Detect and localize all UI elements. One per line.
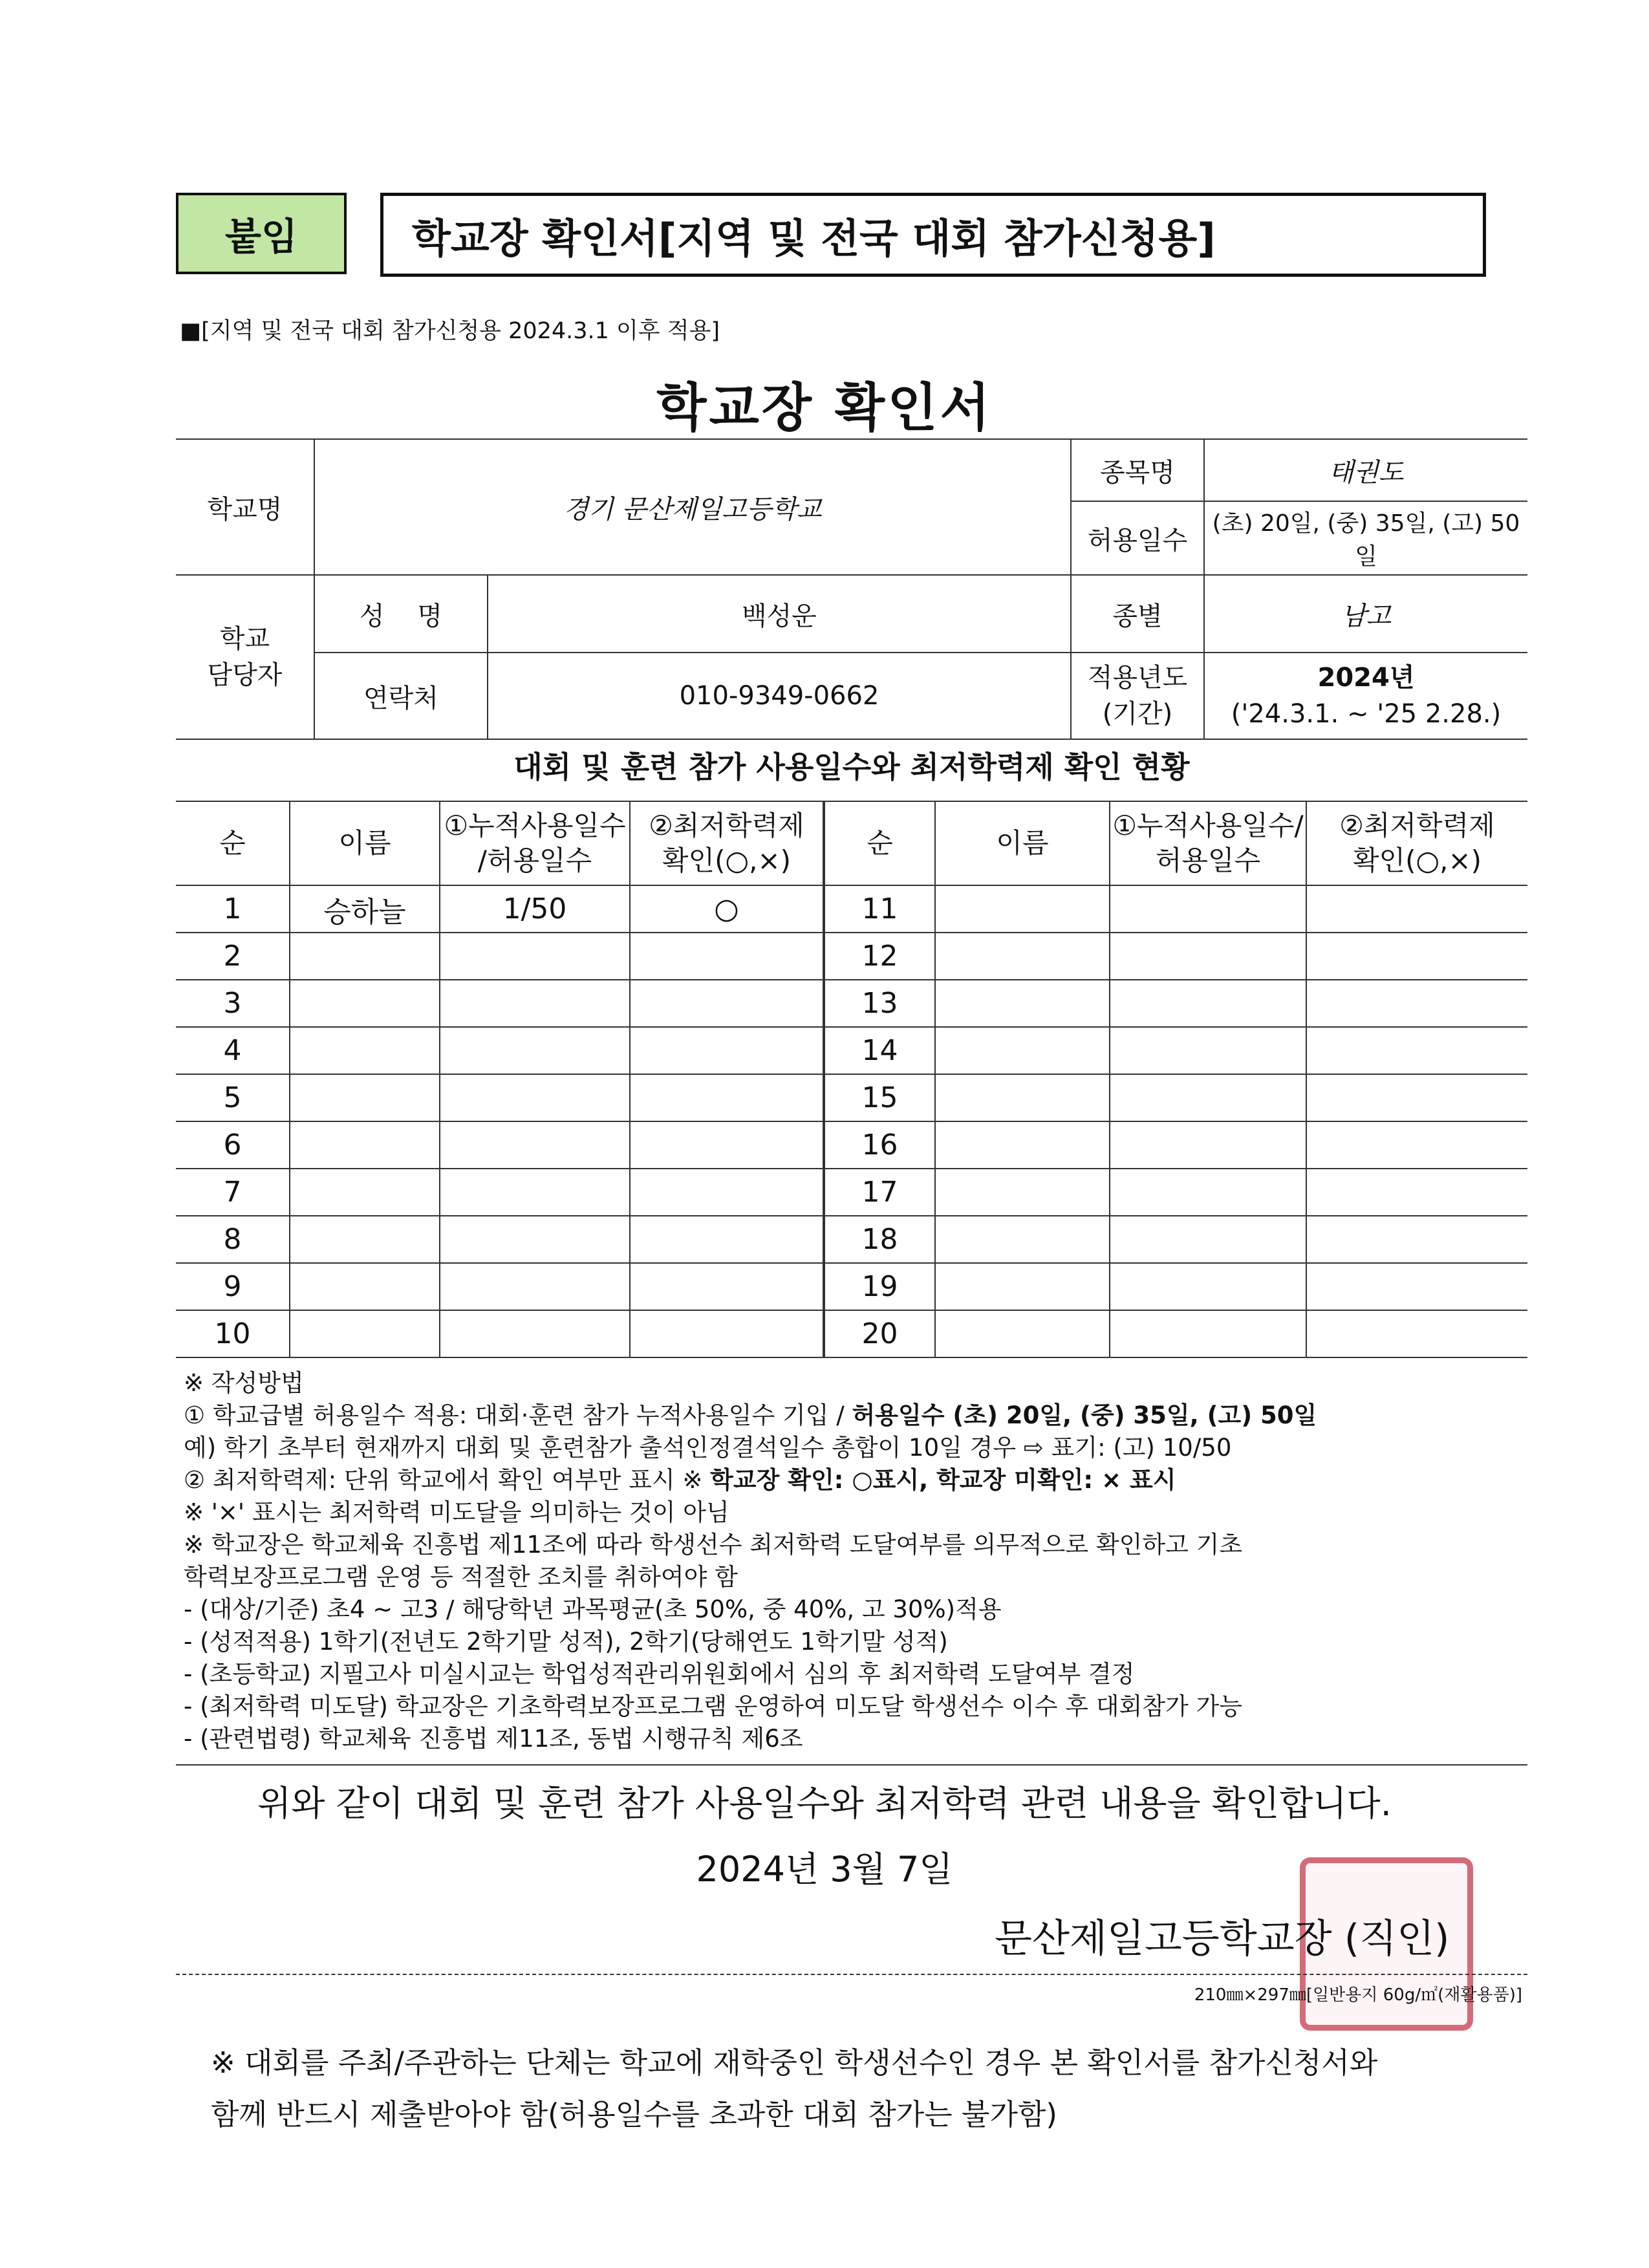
- row-name: [290, 1169, 440, 1216]
- contact-value: 010-9349-0662: [488, 653, 1071, 739]
- row-name-right: [935, 1216, 1110, 1263]
- row-check: [630, 980, 824, 1027]
- school-label: 학교명: [176, 439, 314, 575]
- row-check-right: [1306, 1310, 1527, 1357]
- note-line-3: [184, 1464, 1317, 1496]
- note-1-text: ① 학교급별 허용일수 적용: 대회·훈련 참가 누적사용일수 기입 /: [184, 1401, 852, 1429]
- col-header-no: 순: [176, 801, 290, 885]
- row-no-right: 13: [824, 980, 935, 1027]
- application-note: ■[지역 및 전국 대회 참가신청용 2024.3.1 이후 적용]: [180, 318, 720, 344]
- row-no: 4: [176, 1027, 290, 1074]
- row-name-right: [935, 1310, 1110, 1357]
- row-no-right: 15: [824, 1074, 935, 1121]
- row-check: [630, 1074, 824, 1121]
- contact-label: 연락처: [314, 653, 488, 739]
- note-3-bold: 학교장 확인: ○표시, 학교장 미확인: × 표시: [710, 1466, 1176, 1494]
- divider-dashed: [176, 1974, 1527, 1975]
- principal-signature: 문산제일고등학교장 (직인): [995, 1916, 1450, 1961]
- note-line-5: ※ 학교장은 학교체육 진흥법 제11조에 따라 학생선수 최저학력 도달여부를 의무적으로 확인하고 기초: [184, 1531, 1243, 1559]
- row-days-right: [1110, 1074, 1306, 1121]
- row-days: [440, 1310, 630, 1357]
- school-value: 경기 문산제일고등학교: [314, 439, 1071, 575]
- note-3-text: ② 최저학력제: 단위 학교에서 확인 여부만 표시 ※: [184, 1466, 711, 1494]
- row-name-right: [935, 980, 1110, 1027]
- row-name-right: [935, 1027, 1110, 1074]
- note-line-9: - (초등학교) 지필고사 미실시교는 학업성적관리위원회에서 심의 후 최저학력 도달여부 결정: [184, 1660, 1135, 1688]
- period-year: 2024년: [1317, 663, 1415, 693]
- note-line-6: 학력보장프로그램 운영 등 적절한 조치를 취하여야 함: [184, 1563, 738, 1591]
- row-no-right: 19: [824, 1263, 935, 1310]
- row-name-right: [935, 1169, 1110, 1216]
- sport-label: 종목명: [1071, 439, 1204, 501]
- divider-line: [176, 1764, 1527, 1766]
- writing-instructions: [184, 1367, 1317, 1755]
- participation-table: [176, 801, 1527, 1358]
- row-days-right: [1110, 885, 1306, 933]
- confirmation-statement: 위와 같이 대회 및 훈련 참가 사용일수와 최저학력 관련 내용을 확인합니다.: [257, 1783, 1392, 1824]
- footer-line-1: ※ 대회를 주최/주관하는 단체는 학교에 재학중인 학생선수인 경우 본 확인서를 참가신청서와: [211, 2046, 1378, 2080]
- row-name-right: [935, 885, 1110, 933]
- row-no-right: 14: [824, 1027, 935, 1074]
- note-line-11: - (관련법령) 학교체육 진흥법 제11조, 동법 시행규칙 제6조: [184, 1725, 803, 1753]
- note-line-8: - (성적적용) 1학기(전년도 2학기말 성적), 2학기(당해연도 1학기말 성적): [184, 1628, 948, 1656]
- table-row: [176, 1027, 1527, 1074]
- note-line-1: [184, 1399, 1317, 1432]
- sport-value: 태권도: [1204, 439, 1527, 501]
- row-days-right: [1110, 1310, 1306, 1357]
- period-label: [1071, 653, 1204, 739]
- table-row: [176, 1216, 1527, 1263]
- row-check: [630, 1121, 824, 1169]
- notes-heading: ※ 작성방법: [184, 1369, 304, 1397]
- row-no: 5: [176, 1074, 290, 1121]
- row-name-right: [935, 1121, 1110, 1169]
- row-name: 승하늘: [290, 885, 440, 933]
- table-row: [176, 980, 1527, 1027]
- row-check: [630, 1310, 824, 1357]
- note-line-10: - (최저학력 미도달) 학교장은 기초학력보장프로그램 운영하여 미도달 학생선수 이수 후 대회참가 가능: [184, 1692, 1243, 1720]
- row-check-right: [1306, 1216, 1527, 1263]
- school-info-table: [176, 438, 1527, 740]
- table-header-row: [176, 801, 1527, 885]
- col-header-check-right-line1: ②최저학력제: [1339, 810, 1495, 841]
- row-days-right: [1110, 1216, 1306, 1263]
- gender-value: 남고: [1204, 575, 1527, 653]
- table-row: [176, 1263, 1527, 1310]
- row-no: 1: [176, 885, 290, 933]
- row-no: 9: [176, 1263, 290, 1310]
- row-days: [440, 1074, 630, 1121]
- row-no: 7: [176, 1169, 290, 1216]
- row-no-right: 17: [824, 1169, 935, 1216]
- note-line-2: 예) 학기 초부터 현재까지 대회 및 훈련참가 출석인정결석일수 총합이 10일 경우 ⇨ 표기: (고) 10/50: [184, 1434, 1232, 1462]
- row-name: [290, 1121, 440, 1169]
- row-check-right: [1306, 1169, 1527, 1216]
- footer-line-2: 함께 반드시 제출받아야 함(허용일수를 초과한 대회 참가는 불가함): [211, 2097, 1057, 2132]
- row-no: 8: [176, 1216, 290, 1263]
- section-title: 대회 및 훈련 참가 사용일수와 최저학력제 확인 현황: [513, 750, 1190, 784]
- row-days: [440, 980, 630, 1027]
- col-header-check-right-line2: 확인(○,×): [1352, 845, 1482, 876]
- row-no-right: 12: [824, 933, 935, 980]
- table-row: [176, 1074, 1527, 1121]
- table-row: [176, 885, 1527, 933]
- row-days-right: [1110, 1263, 1306, 1310]
- row-check: ○: [630, 885, 824, 933]
- row-name: [290, 933, 440, 980]
- row-no: 10: [176, 1310, 290, 1357]
- table-row: [176, 1310, 1527, 1357]
- row-no: 2: [176, 933, 290, 980]
- paper-spec: 210㎜×297㎜[일반용지 60g/㎡(재활용품)]: [1194, 1985, 1522, 2005]
- row-check: [630, 1027, 824, 1074]
- period-label-line2: (기간): [1102, 699, 1173, 729]
- col-header-check-line2: 확인(○,×): [662, 845, 792, 876]
- row-days: [440, 1027, 630, 1074]
- row-check-right: [1306, 1027, 1527, 1074]
- row-days-right: [1110, 1169, 1306, 1216]
- row-days-right: [1110, 933, 1306, 980]
- row-no-right: 18: [824, 1216, 935, 1263]
- row-check-right: [1306, 980, 1527, 1027]
- col-header-name: 이름: [290, 801, 440, 885]
- col-header-days-right-line1: ①누적사용일수/: [1112, 810, 1304, 841]
- row-no: 6: [176, 1121, 290, 1169]
- period-label-line1: 적용년도: [1087, 663, 1188, 693]
- row-days: [440, 1263, 630, 1310]
- table-row: [176, 1169, 1527, 1216]
- name-value: 백성운: [488, 575, 1071, 653]
- row-name-right: [935, 1074, 1110, 1121]
- row-days: [440, 933, 630, 980]
- table-row: [176, 933, 1527, 980]
- col-header-name-right: 이름: [935, 801, 1110, 885]
- row-name: [290, 1074, 440, 1121]
- note-1-bold: 허용일수 (초) 20일, (중) 35일, (고) 50일: [852, 1401, 1317, 1429]
- row-name: [290, 1310, 440, 1357]
- allowed-days-label: 허용일수: [1071, 501, 1204, 575]
- row-check-right: [1306, 1263, 1527, 1310]
- note-line-4: ※ '×' 표시는 최저학력 미도달을 의미하는 것이 아님: [184, 1498, 729, 1526]
- manager-label-line1: 학교: [219, 624, 270, 654]
- row-no-right: 16: [824, 1121, 935, 1169]
- row-days: 1/50: [440, 885, 630, 933]
- row-name-right: [935, 1263, 1110, 1310]
- row-days: [440, 1121, 630, 1169]
- row-days: [440, 1169, 630, 1216]
- col-header-check-right: [1306, 801, 1527, 885]
- row-name: [290, 1027, 440, 1074]
- row-check-right: [1306, 1121, 1527, 1169]
- col-header-days-line1: ①누적사용일수: [444, 810, 626, 841]
- note-line-7: - (대상/기준) 초4 ~ 고3 / 해당학년 과목평균(초 50%, 중 40%, 고 30%)적용: [184, 1595, 1002, 1623]
- row-name: [290, 1263, 440, 1310]
- col-header-no-right: 순: [824, 801, 935, 885]
- manager-label: [176, 575, 314, 739]
- period-value: [1204, 653, 1527, 739]
- manager-label-line2: 담당자: [207, 660, 283, 690]
- row-name: [290, 1216, 440, 1263]
- document-title-box: 학교장 확인서[지역 및 전국 대회 참가신청용]: [380, 193, 1486, 277]
- row-name-right: [935, 933, 1110, 980]
- row-days: [440, 1216, 630, 1263]
- allowed-days-value: (초) 20일, (중) 35일, (고) 50일: [1204, 501, 1527, 575]
- col-header-check-line1: ②최저학력제: [649, 810, 804, 841]
- issue-date: 2024년 3월 7일: [696, 1849, 953, 1890]
- row-days-right: [1110, 1027, 1306, 1074]
- col-header-days-right: [1110, 801, 1306, 885]
- table-row: [176, 1121, 1527, 1169]
- row-check-right: [1306, 933, 1527, 980]
- gender-label: 종별: [1071, 575, 1204, 653]
- name-label: 성 명: [314, 575, 488, 653]
- row-days-right: [1110, 980, 1306, 1027]
- row-check: [630, 1263, 824, 1310]
- row-no: 3: [176, 980, 290, 1027]
- row-check-right: [1306, 885, 1527, 933]
- row-name: [290, 980, 440, 1027]
- period-range: ('24.3.1. ~ '25 2.28.): [1231, 699, 1502, 729]
- col-header-days-right-line2: 허용일수: [1155, 845, 1261, 876]
- row-days-right: [1110, 1121, 1306, 1169]
- main-title: 학교장 확인서: [656, 378, 993, 438]
- col-header-days: [440, 801, 630, 885]
- row-check-right: [1306, 1074, 1527, 1121]
- row-no-right: 20: [824, 1310, 935, 1357]
- col-header-days-line2: /허용일수: [477, 845, 592, 876]
- row-check: [630, 933, 824, 980]
- footer-note: [211, 2037, 1377, 2141]
- col-header-check: [630, 801, 824, 885]
- row-check: [630, 1169, 824, 1216]
- row-no-right: 11: [824, 885, 935, 933]
- attachment-tag: 붙임: [176, 193, 347, 274]
- row-check: [630, 1216, 824, 1263]
